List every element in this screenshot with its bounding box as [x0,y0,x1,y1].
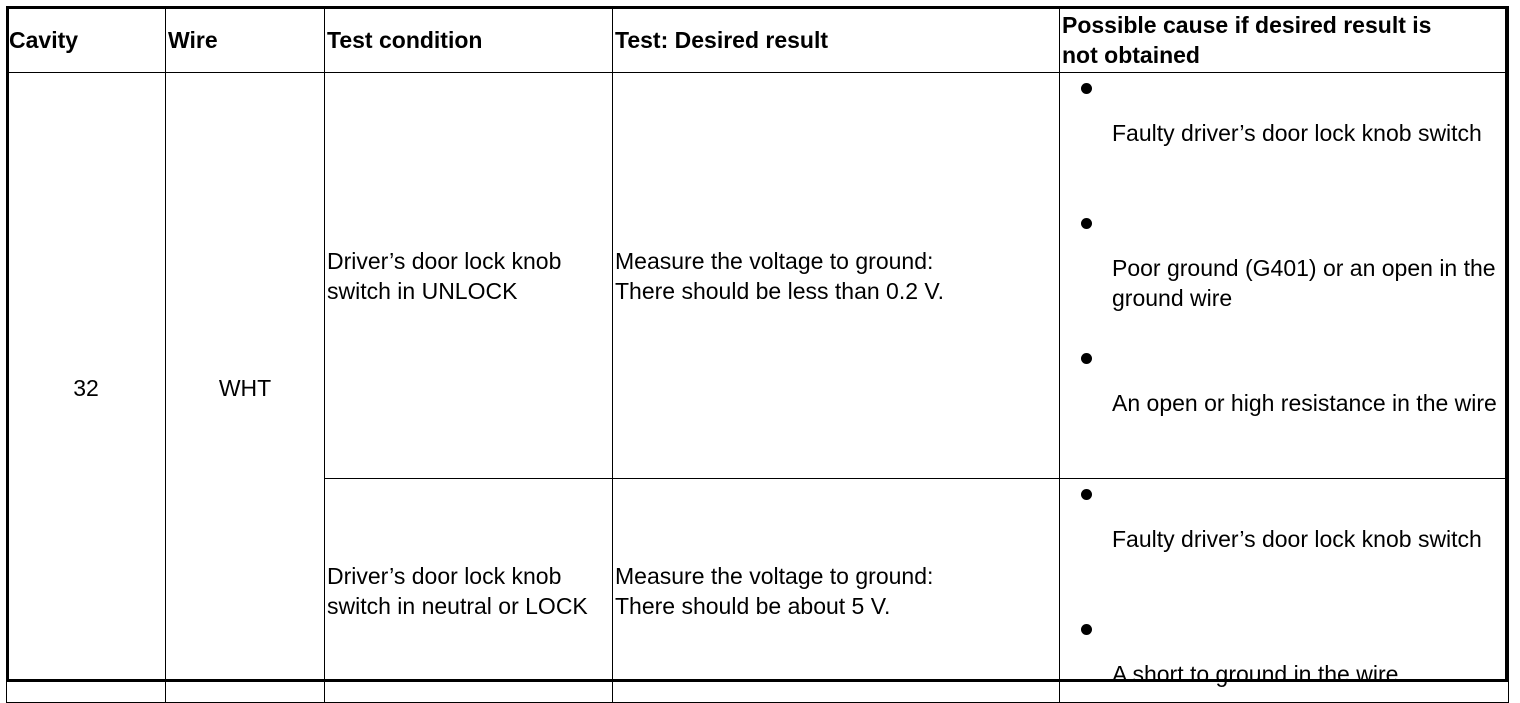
header-possible-cause-line1: Possible cause if desired result is [1062,11,1432,38]
cavity-cell: 32 [7,73,166,703]
header-cavity: Cavity [7,7,166,73]
test-condition-cell: Driver’s door lock knob switch in UNLOCK [325,73,613,479]
table-outer-border [6,6,1508,682]
header-desired-result: Test: Desired result [613,7,1060,73]
desired-result-line2: There should be less than 0.2 V. [615,277,945,304]
header-test-condition: Test condition [325,7,613,73]
test-condition-cell: Driver’s door lock knob switch in neutral or LOCK [325,479,613,703]
wire-cell: WHT [166,73,325,703]
desired-result-line1: Measure the voltage to ground: [615,247,934,274]
header-wire: Wire [166,7,325,73]
cause-text: Faulty driver’s door lock knob switch [1112,120,1482,146]
header-possible-cause-line2: not obtained [1062,41,1200,68]
desired-result-line2: There should be about 5 V. [615,592,891,619]
cause-text: Poor ground (G401) or an open in the ground wire [1112,255,1496,311]
cause-text: An open or high resistance in the wire [1112,390,1497,416]
cause-text: Faulty driver’s door lock knob switch [1112,526,1482,552]
desired-result-line1: Measure the voltage to ground: [615,562,934,589]
cause-text: A short to ground in the wire [1112,661,1399,687]
